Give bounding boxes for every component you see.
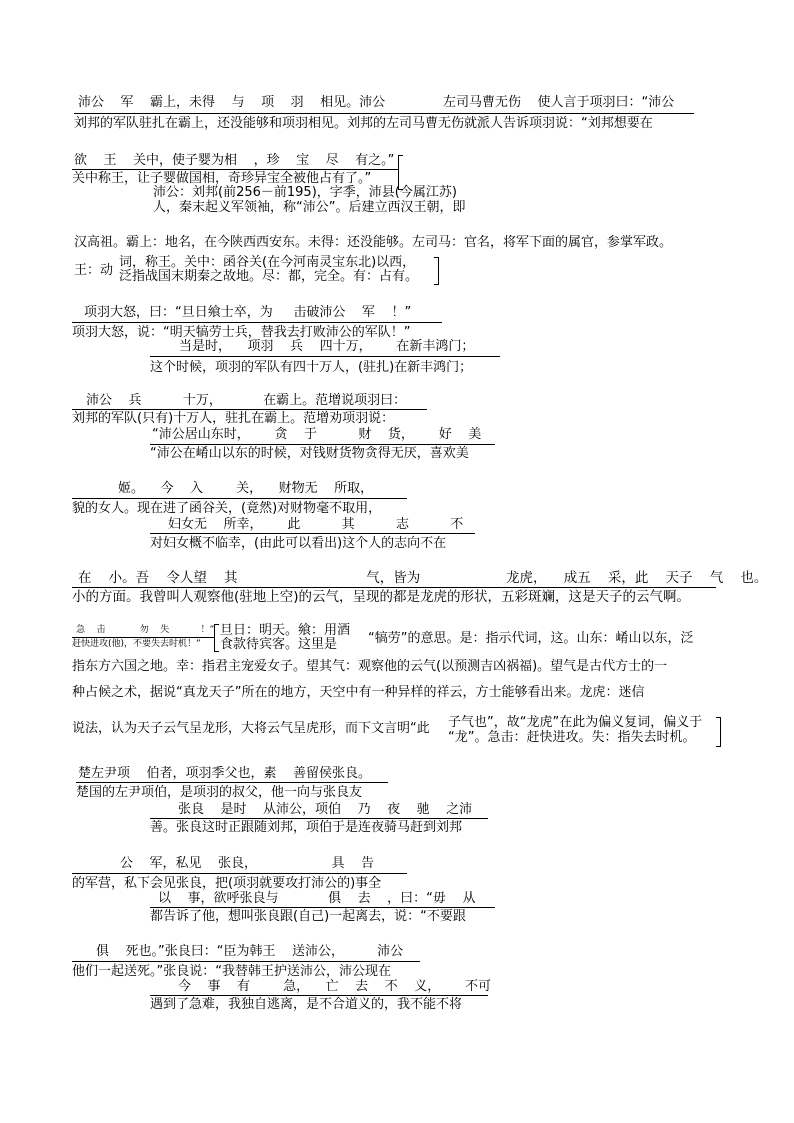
- underline: [150, 818, 488, 819]
- translation-line: 关中称王，让子婴做国相，奇珍异宝全被他占有了。”: [72, 171, 372, 186]
- original-text-line: 欲 王 关中，使子婴为相 ，珍 宝 尽 有之。”: [74, 153, 395, 168]
- bracket: [716, 717, 721, 747]
- note-line: “犒劳”的意思。是：指示代词，这。山东：崤山以东，泛: [368, 631, 694, 646]
- underline: [72, 498, 407, 499]
- translation-line: 遇到了急难，我独自逃离，是不合道义的，我不能不将: [150, 997, 463, 1012]
- underline: [72, 873, 407, 874]
- underline: [72, 637, 214, 638]
- original-text-line: 急 击 勿 失 ！”: [76, 625, 215, 635]
- original-text-line: 姬。 今 入 关， 财物无 所取，: [118, 481, 374, 496]
- original-text-line: 项羽大怒，曰：“旦日飨士卒，为 击破沛公 军 ！”: [84, 305, 412, 320]
- translation-line: “沛公在崤山以东的时候，对钱财货物贪得无厌，喜欢美: [150, 446, 469, 461]
- translation-line: 这个时候，项羽的军队有四十万人，(驻扎)在新丰鸿门；: [150, 360, 473, 375]
- translation-line: 的军营，私下会见张良，把(项羽就要攻打沛公的)事全: [72, 876, 382, 891]
- original-text-line: 沛公 兵 十万， 在霸上。范增说项羽曰：: [86, 393, 407, 408]
- original-text-line: 俱 死也。”张良曰：“臣为韩王 送沛公， 沛公: [96, 944, 404, 959]
- translation-line: 对妇女概不临幸，(由此可以看出)这个人的志向不在: [150, 536, 447, 551]
- note-line: 子气也”，故“龙虎”在此为偏义复词，偏义于: [448, 715, 703, 730]
- original-text-line: 以 事，欲呼张良与 俱 去 ，曰：“毋 从: [158, 891, 476, 906]
- note-line: 人，秦末起义军领袖，称“沛公”。后建立西汉王朝，即: [153, 200, 466, 215]
- translation-line: 项羽大怒，说：“明天犒劳士兵，替我去打败沛公的军队！”: [72, 325, 411, 340]
- underline: [150, 444, 495, 445]
- note-line: 种占候之术，据说“真龙天子”所在的地方，天空中有一种异样的祥云，方士能够看出来。龙虎：迷信: [72, 685, 645, 700]
- bracket: [214, 624, 219, 652]
- note-line: 指东方六国之地。幸：指君主宠爱女子。望其气：观察他的云气(以预测吉凶祸福)。望气是古代方士的一: [72, 659, 668, 674]
- underline: [72, 409, 427, 410]
- translation-line: 楚国的左尹项伯，是项羽的叔父，他一向与张良友: [76, 785, 363, 800]
- original-text-line: 当是时， 项羽 兵 四十万， 在新丰鸿门；: [179, 339, 475, 354]
- original-text-line: 妇女无 所幸， 此 其 志 不: [168, 517, 464, 532]
- original-text-line: 公 军，私见 张良， 具 告: [120, 856, 374, 871]
- underline: [72, 961, 420, 962]
- underline: [150, 356, 500, 357]
- note-line: 沛公：刘邦(前256－前195)，字季，沛县(今属江苏): [153, 185, 457, 200]
- original-text-line: 沛公 军 霸上，未得 与 项 羽 相见。沛公 左司马曹无伤 使人言于项羽曰：“沛公: [78, 95, 675, 110]
- note-line: 旦日：明天。飨：用酒: [220, 623, 351, 638]
- underline: [150, 907, 495, 908]
- note-line: 说法，认为天子云气呈龙形，大将云气呈虎形，而下文言明“此: [72, 721, 430, 736]
- original-text-line: 楚左尹项 伯者，项羽季父也，素 善留侯张良。: [78, 766, 372, 781]
- underline: [74, 113, 694, 114]
- underline: [72, 322, 442, 323]
- original-text-line: 今 事 有 急， 亡 去 不 义， 不可: [178, 979, 492, 994]
- underline: [72, 169, 398, 170]
- underline: [72, 587, 716, 588]
- translation-line: 他们一起送死。”张良说：“我替韩王护送沛公，沛公现在: [72, 964, 391, 979]
- note-line: “龙”。急击：赶快进攻。失：指失去时机。: [448, 730, 696, 745]
- note-line: 词，称王。关中：函谷关(在今河南灵宝东北)以西，: [119, 255, 416, 270]
- underline: [150, 533, 475, 534]
- translation-line: 刘邦的军队驻扎在霸上，还没能够和项羽相见。刘邦的左司马曹无伤就派人告诉项羽说：“刘邦想要在: [74, 116, 653, 131]
- translation-line: 小的方面。我曾叫人观察他(驻地上空)的云气，呈现的都是龙虎的形状，五彩斑斓，这是天子的云气啊。: [72, 589, 691, 605]
- note-line: 食款待宾客。这里是: [220, 637, 338, 652]
- translation-line: 刘邦的军队(只有)十万人，驻扎在霸上。范增劝项羽说：: [72, 411, 395, 426]
- original-text-line: 在 小。吾 令人望 其 气，皆为 龙虎， 成五 采，此 天子 气 也。: [78, 570, 768, 586]
- translation-line: 善。张良这时正跟随刘邦，项伯于是连夜骑马赶到刘邦: [150, 820, 463, 835]
- note-line: 泛指战国末期秦之故地。尽：都，完全。有：占有。: [119, 269, 419, 284]
- underline: [76, 782, 388, 783]
- original-text-line: 张良 是时 从沛公，项伯 乃 夜 驰 之沛: [178, 802, 473, 817]
- underline: [150, 995, 488, 996]
- translation-line: 貌的女人。现在进了函谷关，(竟然)对财物毫不取用，: [72, 501, 382, 516]
- translation-line: 都告诉了他，想叫张良跟(自己)一起离去，说：“不要跟: [150, 909, 466, 924]
- note-line: 汉高祖。霸上：地名，在今陕西西安东。未得：还没能够。左司马：官名，将军下面的属官，参掌军政。: [74, 235, 673, 250]
- translation-line: 赶快进攻(他)，不要失去时机！”: [72, 639, 201, 649]
- original-text-line: “沛公居山东时， 贪 于 财 货， 好 美: [152, 427, 482, 442]
- bracket: [434, 257, 439, 285]
- note-line: 王：动: [74, 263, 114, 278]
